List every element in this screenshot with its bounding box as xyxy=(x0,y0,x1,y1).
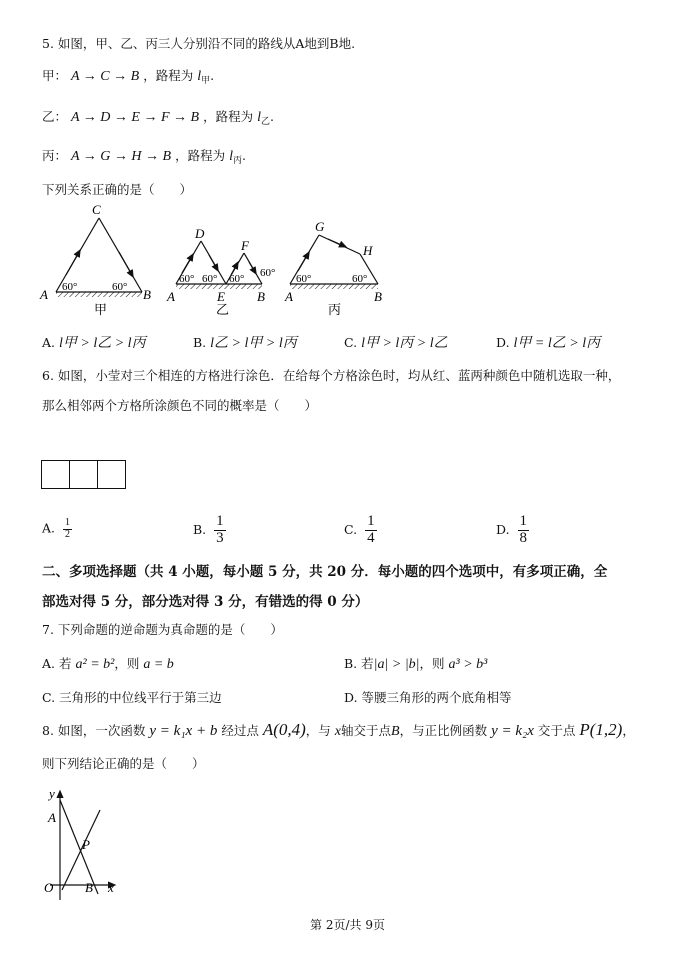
option-result: a = b xyxy=(143,657,174,672)
q8-text: 轴交于点 xyxy=(341,723,392,738)
option-letter: B. xyxy=(193,521,207,537)
route-path: A → G → H → B xyxy=(71,149,172,164)
option-letter: C. xyxy=(344,521,358,537)
numerator: 1 xyxy=(216,513,224,529)
label-P: P xyxy=(82,837,90,852)
option-fraction xyxy=(365,514,377,547)
caption-yi: 乙 xyxy=(216,302,230,317)
numerator: 1 xyxy=(367,513,375,529)
grid-cell xyxy=(97,460,126,489)
q5-route-bing xyxy=(42,146,246,166)
label-F: F xyxy=(241,238,249,253)
q8-stem-line2: 则下列结论正确的是（ ） xyxy=(42,756,205,771)
angle-label: 60° xyxy=(62,281,78,293)
numerator: 1 xyxy=(65,517,70,528)
grid-cell xyxy=(69,460,98,489)
label-B: B xyxy=(85,880,93,895)
route-length-subscript: 乙 xyxy=(260,117,270,127)
option-result: a³ > b³ xyxy=(448,657,488,672)
option-letter: A. xyxy=(42,520,56,536)
route-person: 甲： xyxy=(42,68,68,83)
option-mid: ，则 xyxy=(419,656,445,671)
q8-text: 8. 如图，一次函数 xyxy=(42,723,146,738)
route-suffix: ，路程为 xyxy=(175,148,226,163)
option-prefix: 若 xyxy=(59,656,72,671)
option-text: 三角形的中位线平行于第三边 xyxy=(59,690,222,705)
angle-label: 60° xyxy=(112,281,128,293)
route-length-symbol: l xyxy=(197,69,202,84)
route-person: 丙： xyxy=(42,148,68,163)
option-text: l乙 > l甲 > l丙 xyxy=(210,336,297,351)
angle-label: 60° xyxy=(202,273,218,285)
angle-label: 60° xyxy=(229,273,245,285)
q5-option-d[interactable] xyxy=(496,332,600,352)
option-letter: C. xyxy=(344,335,358,350)
option-condition: |a| > |b| xyxy=(373,657,420,672)
route-path: A → C → B xyxy=(71,69,140,84)
route-path: A → D → E → F → B xyxy=(71,110,200,125)
option-fraction xyxy=(518,514,530,547)
caption-jia: 甲 xyxy=(94,302,108,317)
label-B: B xyxy=(143,287,151,302)
q5-ask: 下列关系正确的是（ ） xyxy=(42,182,193,197)
q8-text: ， xyxy=(622,723,635,738)
option-letter: A. xyxy=(42,335,56,350)
q5-stem: 5. 如图，甲、乙、丙三人分别沿不同的路线从A地到B地. xyxy=(42,36,356,51)
q8-function-1: y = k₁x + b xyxy=(149,723,218,739)
route-suffix: ，路程为 xyxy=(203,109,254,124)
label-G: G xyxy=(315,219,325,234)
route-end: . xyxy=(269,109,274,124)
q8-figure xyxy=(36,782,136,902)
route-suffix: ，路程为 xyxy=(143,68,194,83)
q5-option-b[interactable] xyxy=(193,332,297,352)
q5-route-yi xyxy=(42,107,274,127)
caption-bing: 丙 xyxy=(328,302,342,317)
figure-bing xyxy=(284,219,382,317)
grid-cell xyxy=(41,460,70,489)
q5-option-c[interactable] xyxy=(344,332,448,352)
route-length-subscript: 丙 xyxy=(232,156,242,166)
q6-option-b[interactable] xyxy=(193,514,226,547)
q5-route-jia xyxy=(42,66,214,86)
q6-option-c[interactable] xyxy=(344,514,377,547)
option-letter: C. xyxy=(42,690,56,705)
page-footer: 第 2页/共 9页 xyxy=(310,918,385,932)
option-text: l甲 = l乙 > l丙 xyxy=(513,336,601,351)
q7-stem: 7. 下列命题的逆命题为真命题的是（ ） xyxy=(42,622,283,637)
denominator: 8 xyxy=(519,529,528,546)
option-text: 等腰三角形的两个底角相等 xyxy=(361,690,512,705)
label-A: A xyxy=(40,287,48,302)
angle-label: 60° xyxy=(296,273,312,285)
option-letter: B. xyxy=(193,335,207,350)
label-y: y xyxy=(49,786,55,801)
figure-yi xyxy=(166,226,275,317)
q6-stem-line1: 6. 如图，小莹对三个相连的方格进行涂色．在给每个方格涂色时，均从红、蓝两种颜色中随机选取一种， xyxy=(42,368,621,383)
figure-jia xyxy=(39,202,151,317)
option-text: l甲 > l乙 > l丙 xyxy=(59,336,146,351)
label-B: B xyxy=(374,289,382,304)
angle-label: 60° xyxy=(260,267,276,279)
section2-heading-line2: 部选对得 5 分，部分选对得 3 分，有错选的得 0 分） xyxy=(42,594,369,610)
denominator: 3 xyxy=(216,529,224,546)
q8-point-b: B xyxy=(391,724,400,739)
option-condition: a² = b² xyxy=(75,657,115,672)
angle-label: 60° xyxy=(352,273,368,285)
denominator: 4 xyxy=(367,529,375,546)
option-letter: A. xyxy=(42,656,56,671)
route-length-subscript: 甲 xyxy=(201,76,211,86)
route-length-symbol: l xyxy=(229,149,233,164)
numerator: 1 xyxy=(519,513,528,529)
route-end: . xyxy=(210,68,215,83)
label-x: x xyxy=(108,880,114,895)
denominator: 2 xyxy=(65,528,70,540)
q8-text: 交于点 xyxy=(537,723,576,738)
option-prefix: 若 xyxy=(361,656,374,671)
q8-x-var: x xyxy=(334,724,341,739)
q6-option-a[interactable] xyxy=(42,518,72,540)
label-A: A xyxy=(167,289,175,304)
option-mid: ，则 xyxy=(114,656,140,671)
label-C: C xyxy=(92,202,101,217)
label-A: A xyxy=(285,289,293,304)
q8-function-2: y = k₂x xyxy=(491,723,534,739)
label-E: E xyxy=(217,289,225,304)
q8-point-a: A(0,4) xyxy=(262,720,306,739)
label-A: A xyxy=(48,810,56,825)
q6-stem-line2: 那么相邻两个方格所涂颜色不同的概率是（ ） xyxy=(42,398,318,413)
q8-point-p: P(1,2) xyxy=(579,720,623,739)
option-letter: D. xyxy=(344,690,358,705)
section2-heading-line1: 二、多项选择题（共 4 小题，每小题 5 分，共 20 分．每小题的四个选项中，有多项正确，全 xyxy=(42,564,608,580)
q8-text: ，与 xyxy=(305,723,331,738)
label-O: O xyxy=(44,880,54,895)
label-B: B xyxy=(257,289,265,304)
angle-label: 60° xyxy=(179,273,195,285)
label-H: H xyxy=(363,243,373,258)
q7-option-c[interactable] xyxy=(42,688,222,706)
option-letter: D. xyxy=(496,335,510,350)
label-D: D xyxy=(195,226,205,241)
q8-text: ，与正比例函数 xyxy=(399,723,488,738)
q6-option-d[interactable] xyxy=(496,514,529,547)
option-text: l甲 > l丙 > l乙 xyxy=(361,336,448,351)
q7-option-b[interactable] xyxy=(344,654,487,673)
q8-text: 经过点 xyxy=(221,723,259,738)
q7-option-a[interactable] xyxy=(42,654,174,673)
route-person: 乙： xyxy=(42,109,68,124)
option-fraction xyxy=(63,518,72,540)
q7-option-d[interactable] xyxy=(344,688,512,706)
option-letter: D. xyxy=(496,521,510,537)
q5-figure xyxy=(36,200,406,322)
q8-stem-line1 xyxy=(42,720,635,740)
q5-option-a[interactable] xyxy=(42,332,146,352)
route-length-symbol: l xyxy=(257,110,261,125)
option-letter: B. xyxy=(344,656,358,671)
line-k2 xyxy=(62,810,100,890)
route-end: . xyxy=(241,148,246,163)
option-fraction xyxy=(214,514,226,547)
